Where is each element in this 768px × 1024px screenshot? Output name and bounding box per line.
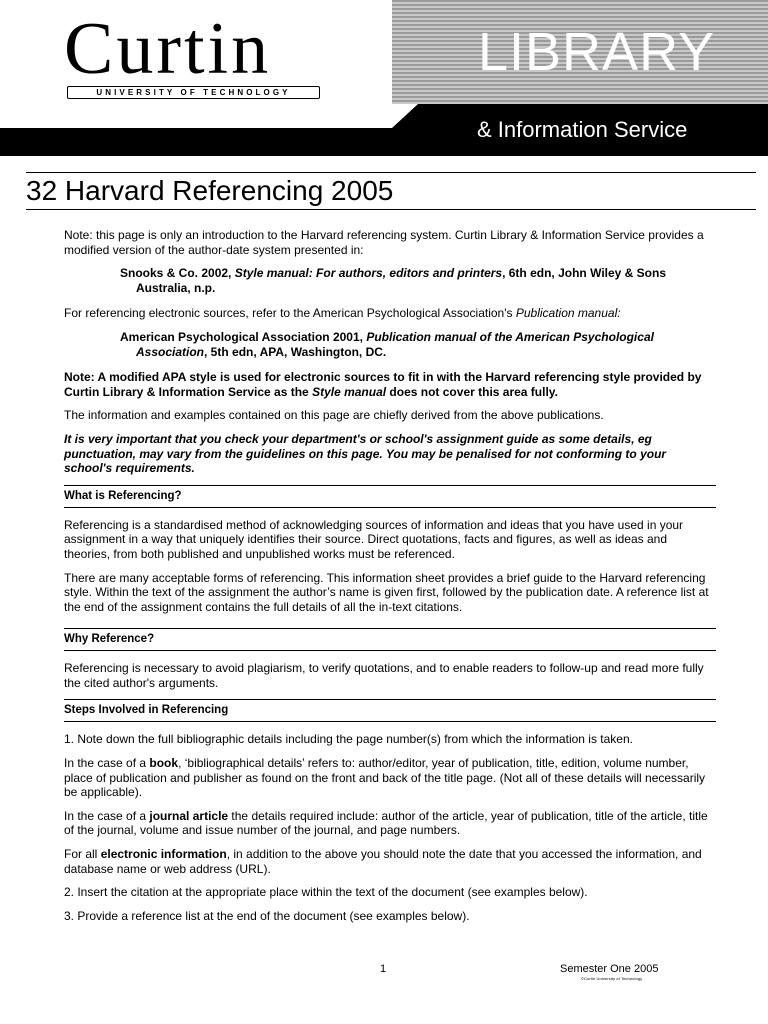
why-paragraph: Referencing is necessary to avoid plagiarism, to verify quotations, and to enable readers to follow-up and read more fully the cited author's arguments.: [64, 661, 704, 690]
ref-snooks-post: , 6th edn, John Wiley & Sons: [502, 266, 667, 281]
apa-style-note: [64, 370, 716, 399]
ref-apa-title2: Association: [136, 344, 205, 359]
elec-post: , in addition to the above you should note the date that you accessed the information, and database name or web address (URL).: [64, 847, 702, 876]
section-heading-steps: Steps Involved in Referencing: [64, 699, 716, 722]
ref-apa-title1: Publication manual of the American Psychological: [366, 329, 654, 344]
important-warning: It is very important that you check your department's or school's assignment guide as some details, eg punctuation, may vary from the guidelines on this page. You may be penalised for not conforming to your school's requirements.: [64, 431, 667, 476]
journal-bold: journal article: [149, 808, 229, 823]
electronic-details: [64, 847, 716, 876]
curtin-logo-wordmark: Curtin: [64, 8, 272, 90]
journal-post: the details required include: author of the article, year of publication, title of the article, title of the journal, volume and issue number of the journal, and page numbers.: [64, 808, 708, 838]
reference-snooks: [64, 266, 716, 295]
title-rule-top: [26, 172, 756, 173]
information-service-label: & Information Service: [477, 117, 688, 142]
apa-note-title: Style manual: [312, 384, 387, 399]
ref-snooks-pre: Snooks & Co. 2002,: [120, 266, 235, 281]
ref-apa-post: , 5th edn, APA, Washington, DC.: [204, 344, 387, 359]
step-2: 2. Insert the citation at the appropriate place within the text of the document (see examples below).: [64, 885, 588, 900]
step-3: 3. Provide a reference list at the end of the document (see examples below).: [64, 908, 470, 923]
ref-apa-line2: [136, 345, 716, 360]
elec-bold: electronic information: [100, 847, 227, 862]
semester-label: Semester One 2005: [560, 963, 659, 975]
ref-snooks-line2: Australia, n.p.: [136, 280, 216, 295]
reference-apa: [64, 330, 716, 359]
derived-note: The information and examples contained on this page are chiefly derived from the above publications.: [64, 408, 604, 423]
ref-snooks-title: Style manual: For authors, editors and printers: [234, 266, 503, 281]
what-paragraph-2: There are many acceptable forms of referencing. This information sheet provides a brief guide to the Harvard referencing style. Within the text of the assignment the author’s name is given first, followed by the publication date. A reference list at the end of the assignment contains the full details of all the in-text citations.: [64, 570, 709, 614]
section-heading-why: Why Reference?: [64, 628, 716, 651]
copyright-note: ©Curtin University of Technology: [581, 976, 643, 981]
university-line: UNIVERSITY OF TECHNOLOGY: [67, 86, 320, 99]
library-wordmark: LIBRARY: [478, 22, 716, 82]
electronic-pre: For referencing electronic sources, refer to the American Psychological Association's: [64, 306, 516, 321]
intro-note: Note: this page is only an introduction to the Harvard referencing system. Curtin Library & Information Service provides a modified version of the author-date system presented in:: [64, 228, 704, 257]
apa-note-pre: Note: A modified APA style is used for electronic sources to fit in with the Harvard referencing style provided by Curtin Library & Information Service as the: [64, 370, 702, 399]
journal-pre: In the case of a: [64, 808, 150, 823]
book-bold: book: [149, 756, 179, 771]
document-body: [64, 228, 716, 932]
elec-pre: For all: [64, 847, 101, 862]
book-post: , ‘bibliographical details’ refers to: author/editor, year of publication, title, edition, volume number, place of publication and publisher as found on the front and back of the title page. (Not all of these details will necessarily be applicable).: [64, 756, 706, 800]
book-details: [64, 756, 716, 800]
section-heading-what: What is Referencing?: [64, 485, 716, 508]
book-pre: In the case of a: [64, 756, 150, 771]
journal-details: [64, 809, 716, 838]
title-rule-bottom: [26, 209, 756, 210]
electronic-title: Publication manual:: [515, 306, 621, 321]
apa-note-post: does not cover this area fully.: [386, 384, 558, 399]
ref-apa-pre: American Psychological Association 2001,: [120, 329, 367, 344]
electronic-sources-note: [64, 306, 716, 321]
step-1: 1. Note down the full bibliographic details including the page number(s) from which the information is taken.: [64, 732, 633, 747]
page-title: 32 Harvard Referencing 2005: [26, 175, 394, 206]
what-paragraph-1: Referencing is a standardised method of acknowledging sources of information and ideas that you have used in your assignment in a way that uniquely identifies their source. Direct quotations, facts and figures, as well as ideas and theories, from both published and unpublished works must be referenced.: [64, 517, 684, 561]
page-number: 1: [380, 963, 387, 975]
